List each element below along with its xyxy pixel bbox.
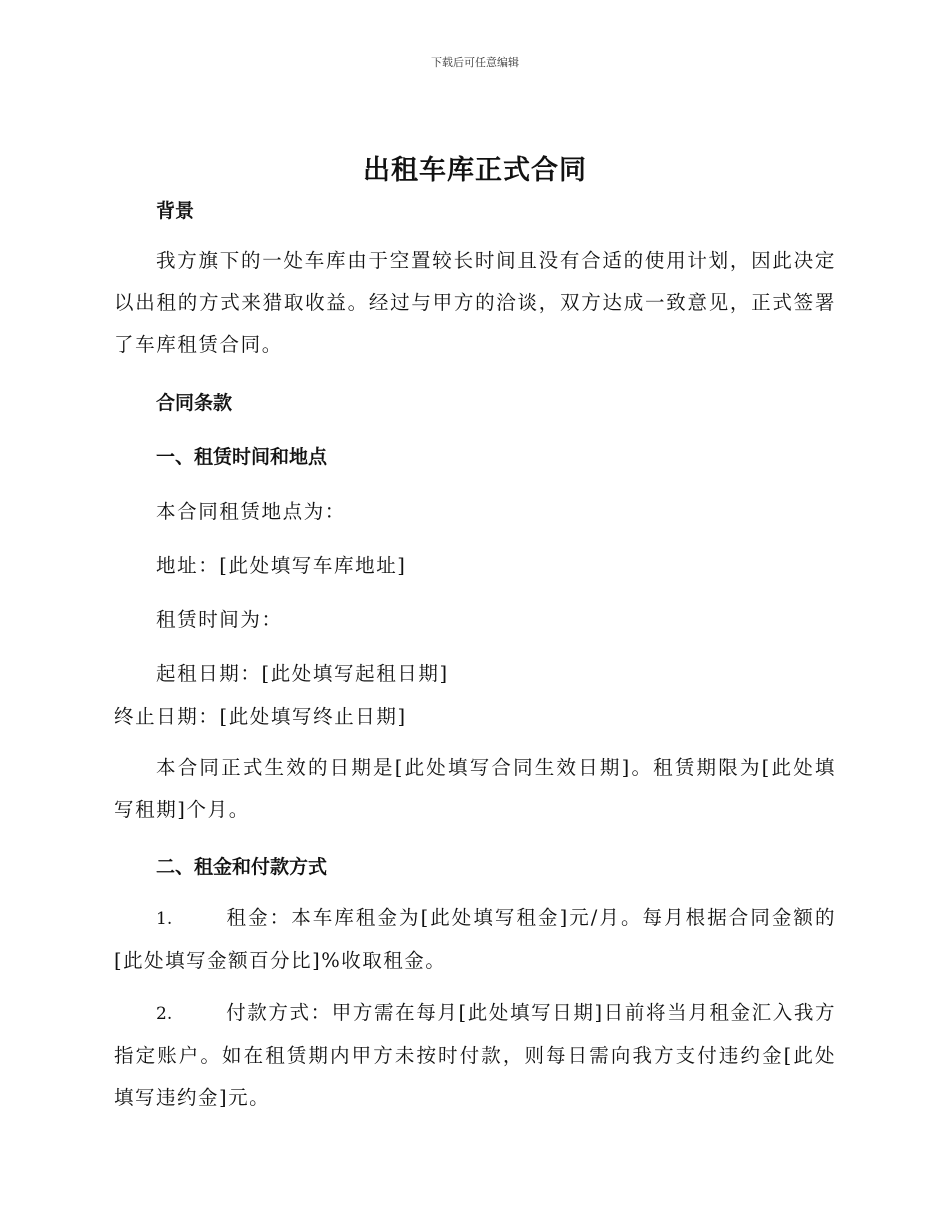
list-item xyxy=(114,897,836,982)
background-heading: 背景 xyxy=(156,200,195,222)
terms-heading: 合同条款 xyxy=(156,392,233,414)
document-title: 出租车库正式合同 xyxy=(363,155,587,186)
item-text: 租金：本车库租金为[此处填写租金]元/月。每月根据合同金额的[此处填写金额百分比]%收取租金。 xyxy=(114,906,836,972)
start-date-line: 起租日期：[此处填写起租日期] xyxy=(156,662,449,685)
background-paragraph: 我方旗下的一处车库由于空置较长时间且没有合适的使用计划，因此决定以出租的方式来猎取收益。经过与甲方的洽谈，双方达成一致意见，正式签署了车库租赁合同。 xyxy=(114,249,836,356)
item-number: 1. xyxy=(156,909,173,929)
document-body xyxy=(114,150,836,1119)
list-item xyxy=(114,992,836,1119)
time-intro: 租赁时间为： xyxy=(156,608,283,631)
effective-date-paragraph: 本合同正式生效的日期是[此处填写合同生效日期]。租赁期限为[此处填写租期]个月。 xyxy=(114,756,836,821)
section1-heading: 一、租赁时间和地点 xyxy=(156,446,328,468)
end-date-line: 终止日期：[此处填写终止日期] xyxy=(114,705,407,728)
item-text: 付款方式：甲方需在每月[此处填写日期]日前将当月租金汇入我方指定账户。如在租赁期内甲方未按时付款，则每日需向我方支付违约金[此处填写违约金]元。 xyxy=(114,1001,836,1109)
address-line: 地址：[此处填写车库地址] xyxy=(156,554,407,577)
location-intro: 本合同租赁地点为： xyxy=(156,500,346,523)
header-note: 下载后可任意编辑 xyxy=(431,56,519,69)
item-number: 2. xyxy=(156,1004,173,1024)
section2-heading: 二、租金和付款方式 xyxy=(156,856,328,878)
